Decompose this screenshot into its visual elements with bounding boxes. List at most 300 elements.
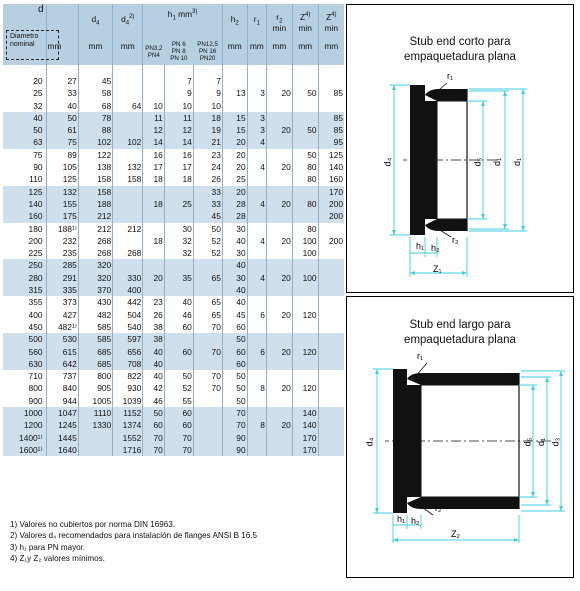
table-cell: 9: [164, 87, 193, 99]
unit-d: mm: [46, 41, 78, 65]
table-cell: [143, 186, 165, 198]
nominal-diameter-label: Diametro nominal: [6, 30, 59, 60]
header-nominal: d: [3, 4, 46, 41]
table-cell: 1330: [78, 419, 112, 431]
table-cell: 250: [3, 259, 46, 271]
table-cell: 14: [143, 136, 165, 148]
table-body: [3, 65, 344, 456]
table-cell: 315: [3, 284, 46, 296]
table-cell: 10: [143, 100, 165, 112]
table-cell: 330: [113, 272, 143, 284]
table-cell: 24: [193, 161, 222, 173]
table-row: [3, 136, 344, 148]
table-row: [3, 309, 344, 321]
table-cell: 132: [46, 186, 78, 198]
table-cell: [318, 272, 344, 284]
table-cell: [193, 419, 222, 431]
table-row: [3, 198, 344, 210]
table-cell: 10: [193, 100, 222, 112]
table-cell: 1374: [113, 419, 143, 431]
table-cell: [292, 395, 318, 407]
table-cell: 60: [164, 321, 193, 333]
footnotes: [10, 519, 340, 565]
table-cell: 52: [193, 235, 222, 247]
table-cell: [164, 333, 193, 345]
table-cell: 52: [193, 247, 222, 259]
table-cell: 232: [46, 235, 78, 247]
table-cell: [247, 333, 266, 345]
table-cell: 60: [143, 419, 165, 431]
table-cell: 158: [78, 173, 112, 185]
table-cell: [318, 75, 344, 87]
table-cell: [318, 382, 344, 394]
table-cell: 656: [113, 346, 143, 358]
table-cell: [266, 210, 292, 222]
table-cell: 1047: [46, 407, 78, 419]
table-cell: 65: [193, 272, 222, 284]
header-r2: $r_2$ min: [266, 4, 292, 41]
long-collar-top: [407, 373, 519, 385]
table-cell: 1039: [113, 395, 143, 407]
table-cell: 70: [222, 407, 247, 419]
table-cell: 18: [193, 112, 222, 124]
table-cell: [266, 173, 292, 185]
pn-low: PN3,2 PN4: [143, 41, 165, 65]
table-cell: [292, 136, 318, 148]
table-cell: 125: [46, 173, 78, 185]
table-cell: 16: [143, 149, 165, 161]
table-cell: [318, 309, 344, 321]
table-cell: 18: [143, 235, 165, 247]
table-cell: [193, 284, 222, 296]
table-cell: [113, 210, 143, 222]
table-cell: 132: [113, 161, 143, 173]
table-cell: [292, 284, 318, 296]
table-cell: 212: [113, 223, 143, 235]
table-cell: 60: [222, 321, 247, 333]
table-cell: 320: [78, 259, 112, 271]
table-cell: [143, 75, 165, 87]
table-cell: [247, 100, 266, 112]
table-cell: 70: [193, 370, 222, 382]
table-cell: 1716: [113, 444, 143, 456]
table-cell: [292, 259, 318, 271]
table-cell: 70: [193, 346, 222, 358]
table-cell: 20: [266, 235, 292, 247]
table-cell: 710: [3, 370, 46, 382]
table-cell: 1200: [3, 419, 46, 431]
long-label-r1: r₁: [417, 351, 424, 361]
table-row: [3, 382, 344, 394]
table-cell: 20: [266, 309, 292, 321]
table-cell: 16: [164, 149, 193, 161]
panel2-title-line2: empaquetadura plana: [404, 334, 516, 346]
table-cell: 944: [46, 395, 78, 407]
table-cell: 120: [292, 346, 318, 358]
table-cell: 90: [3, 161, 46, 173]
table-cell: 1152: [113, 407, 143, 419]
dimensions-table: [3, 4, 344, 456]
table-cell: [247, 259, 266, 271]
table-cell: 70: [143, 444, 165, 456]
table-cell: 50: [222, 395, 247, 407]
table-row: [3, 407, 344, 419]
long-label-d3: d₃: [550, 437, 561, 447]
table-cell: 20: [266, 161, 292, 173]
table-cell: 65: [193, 309, 222, 321]
table-row: [3, 358, 344, 370]
table-cell: 530: [46, 333, 78, 345]
table-cell: [222, 100, 247, 112]
table-row: [3, 210, 344, 222]
table-cell: 160: [318, 173, 344, 185]
table-cell: 28: [222, 210, 247, 222]
table-cell: 32: [3, 100, 46, 112]
table-row: [3, 432, 344, 444]
table-row: [3, 186, 344, 198]
table-cell: 50: [3, 124, 46, 136]
table-cell: [193, 358, 222, 370]
table-cell: 597: [113, 333, 143, 345]
table-cell: 46: [143, 395, 165, 407]
table-cell: [318, 321, 344, 333]
long-collar-bottom: [407, 497, 519, 509]
table-cell: 15: [222, 112, 247, 124]
table-cell: 33: [46, 87, 78, 99]
short-collar-bottom: [425, 219, 467, 231]
table-cell: [266, 432, 292, 444]
table-cell: 80: [292, 161, 318, 173]
table-cell: 200: [318, 210, 344, 222]
footnote-4: 4) Z₁y Z₂ valores mínimos.: [10, 554, 105, 564]
table-cell: 102: [78, 136, 112, 148]
table-cell: 18: [164, 173, 193, 185]
table-cell: [266, 100, 292, 112]
table-cell: [266, 247, 292, 259]
table-cell: 175: [46, 210, 78, 222]
table-cell: 110: [3, 173, 46, 185]
table-cell: 160: [3, 210, 46, 222]
table-cell: 450: [3, 321, 46, 333]
table-cell: 500: [3, 333, 46, 345]
table-cell: 138: [78, 161, 112, 173]
table-row: [3, 223, 344, 235]
long-label-d1: d₁: [536, 437, 547, 447]
table-cell: [247, 186, 266, 198]
table-cell: 1005: [78, 395, 112, 407]
table-cell: 38: [143, 321, 165, 333]
table-cell: [143, 284, 165, 296]
short-label-d4: d₄: [382, 157, 393, 167]
table-row: [3, 321, 344, 333]
table-cell: [164, 210, 193, 222]
table-cell: 4: [247, 198, 266, 210]
table-cell: 125: [3, 186, 46, 198]
table-cell: 20: [266, 87, 292, 99]
table-cell: [164, 259, 193, 271]
table-cell: 3: [247, 112, 266, 124]
table-row: [3, 259, 344, 271]
table-cell: 20: [222, 186, 247, 198]
table-cell: [247, 432, 266, 444]
table-row: [3, 100, 344, 112]
table-cell: 120: [292, 382, 318, 394]
table-cell: 140: [3, 198, 46, 210]
table-cell: 14: [164, 136, 193, 148]
unit-d4-flange: mm: [113, 41, 143, 65]
table-cell: 400: [113, 284, 143, 296]
table-cell: 40: [164, 296, 193, 308]
header-z2: $Z^{4)}$ min: [318, 4, 344, 41]
table-row: [3, 235, 344, 247]
table-cell: 708: [113, 358, 143, 370]
table-cell: 4: [247, 272, 266, 284]
table-cell: 20: [266, 346, 292, 358]
table-cell: [193, 259, 222, 271]
table-cell: [113, 87, 143, 99]
table-cell: 45: [78, 75, 112, 87]
table-cell: 685: [78, 346, 112, 358]
table-cell: [247, 370, 266, 382]
table-cell: 8: [247, 382, 266, 394]
table-cell: 355: [3, 296, 46, 308]
table-cell: [318, 247, 344, 259]
table-cell: 18: [143, 198, 165, 210]
table-cell: 1400¹⁾: [3, 432, 46, 444]
unit-r2: mm: [266, 41, 292, 65]
table-cell: 1552: [113, 432, 143, 444]
table-cell: 8: [247, 419, 266, 431]
table-cell: [318, 223, 344, 235]
table-cell: [266, 370, 292, 382]
table-row: [3, 87, 344, 99]
footnote-1: 1) Valores no cubiertos por norma DIN 16963.: [10, 520, 175, 529]
table-cell: [266, 321, 292, 333]
table-cell: 55: [164, 395, 193, 407]
table-cell: 50: [222, 382, 247, 394]
table-cell: 40: [3, 112, 46, 124]
table-cell: 1110: [78, 407, 112, 419]
header-d4: $d_4$: [78, 4, 112, 41]
table-cell: 800: [3, 382, 46, 394]
table-cell: 280: [3, 272, 46, 284]
table-cell: [266, 395, 292, 407]
table-cell: [318, 100, 344, 112]
table-cell: 58: [78, 87, 112, 99]
long-label-r2: r₂: [435, 503, 442, 513]
table-cell: 27: [46, 75, 78, 87]
table-cell: 15: [222, 124, 247, 136]
table-cell: [318, 432, 344, 444]
table-cell: 28: [222, 198, 247, 210]
table-cell: 30: [222, 272, 247, 284]
table-cell: [318, 407, 344, 419]
table-cell: 30: [222, 223, 247, 235]
table-cell: [247, 173, 266, 185]
table-cell: 200: [318, 198, 344, 210]
table-cell: 33: [193, 186, 222, 198]
table-cell: 88: [78, 124, 112, 136]
table-cell: [292, 370, 318, 382]
table-cell: [143, 223, 165, 235]
table-cell: 13: [222, 87, 247, 99]
table-cell: 930: [113, 382, 143, 394]
table-cell: [247, 247, 266, 259]
short-collar-top: [425, 89, 467, 101]
panel1-title-line2: empaquetadura plana: [404, 51, 516, 63]
table-cell: [247, 75, 266, 87]
table-cell: 26: [143, 309, 165, 321]
table-cell: 158: [113, 173, 143, 185]
table-cell: 20: [266, 198, 292, 210]
short-label-r1: r₁: [447, 71, 454, 81]
table-cell: 1245: [46, 419, 78, 431]
table-cell: 90: [222, 432, 247, 444]
long-label-h1: h₁: [397, 514, 406, 524]
table-cell: [292, 100, 318, 112]
table-cell: [143, 210, 165, 222]
table-cell: [193, 395, 222, 407]
table-cell: [247, 444, 266, 456]
pn-mid: PN 6 PN 8 PN 10: [164, 41, 193, 65]
table-cell: [266, 358, 292, 370]
table-cell: 50: [292, 87, 318, 99]
table-cell: 40: [143, 358, 165, 370]
table-cell: 268: [78, 247, 112, 259]
table-cell: [318, 259, 344, 271]
table-cell: 85: [318, 87, 344, 99]
table-cell: 737: [46, 370, 78, 382]
table-cell: 400: [3, 309, 46, 321]
table-cell: 11: [164, 112, 193, 124]
table-row: [3, 75, 344, 87]
table-cell: [266, 444, 292, 456]
table-cell: 822: [113, 370, 143, 382]
table-cell: 50: [46, 112, 78, 124]
table-cell: 30: [164, 223, 193, 235]
table-cell: 100: [292, 235, 318, 247]
table-cell: 50: [143, 407, 165, 419]
table-cell: 25: [164, 198, 193, 210]
table-cell: 7: [164, 75, 193, 87]
unit-z2: mm: [318, 41, 344, 65]
table-cell: [113, 112, 143, 124]
long-label-d4: d₄: [364, 437, 375, 447]
table-cell: 212: [78, 223, 112, 235]
header-h2: $h_2$: [222, 4, 247, 41]
table-cell: [193, 444, 222, 456]
table-cell: 268: [78, 235, 112, 247]
table-cell: 140: [292, 419, 318, 431]
unit-d4: mm: [78, 41, 112, 65]
table-cell: 68: [78, 100, 112, 112]
table-cell: [247, 284, 266, 296]
table-cell: 6: [247, 346, 266, 358]
table-cell: [318, 444, 344, 456]
table-cell: 4: [247, 235, 266, 247]
table-cell: [266, 333, 292, 345]
stub-end-short-panel: [346, 4, 574, 293]
table-cell: [247, 210, 266, 222]
table-cell: [318, 333, 344, 345]
short-label-d1: d₁: [492, 157, 503, 167]
table-row: [3, 284, 344, 296]
short-label-d3: d₁: [512, 157, 523, 167]
table-cell: 12: [143, 124, 165, 136]
table-cell: 65: [193, 296, 222, 308]
table-cell: [113, 75, 143, 87]
table-cell: [292, 186, 318, 198]
panel1-title-line1: Stub end corto para: [409, 36, 511, 48]
table-cell: 26: [193, 173, 222, 185]
table-cell: 70: [193, 321, 222, 333]
table-cell: 80: [292, 173, 318, 185]
table-cell: 20: [266, 382, 292, 394]
table-cell: 20: [143, 272, 165, 284]
long-label-z2: Z₂: [451, 529, 460, 539]
unit-r1: mm: [247, 41, 266, 65]
table-row: [3, 124, 344, 136]
table-cell: [247, 407, 266, 419]
table-cell: 61: [46, 124, 78, 136]
table-cell: 630: [3, 358, 46, 370]
table-cell: 50: [222, 333, 247, 345]
table-cell: 7: [193, 75, 222, 87]
table-cell: 335: [46, 284, 78, 296]
table-cell: 9: [193, 87, 222, 99]
table-cell: 70: [193, 382, 222, 394]
pn-high: PN12,5 PN 16 PN20: [193, 41, 222, 65]
table-cell: 45: [193, 210, 222, 222]
table-cell: 20: [3, 75, 46, 87]
table-cell: 200: [3, 235, 46, 247]
table-cell: 60: [164, 419, 193, 431]
table-cell: [292, 321, 318, 333]
table-cell: 3: [247, 87, 266, 99]
table-cell: 235: [46, 247, 78, 259]
table-cell: [164, 358, 193, 370]
table-cell: 23: [143, 296, 165, 308]
table-cell: 1600¹⁾: [3, 444, 46, 456]
stub-end-short-drawing: [347, 5, 573, 292]
table-cell: 373: [46, 296, 78, 308]
table-cell: 60: [164, 346, 193, 358]
table-cell: 3: [247, 124, 266, 136]
table-cell: [292, 358, 318, 370]
short-label-z1: Z₁: [433, 264, 442, 274]
table-cell: 23: [193, 149, 222, 161]
table-cell: [164, 284, 193, 296]
table-cell: 85: [318, 124, 344, 136]
table-cell: 30: [222, 247, 247, 259]
table-cell: 40: [222, 259, 247, 271]
table-row: [3, 272, 344, 284]
table-cell: [113, 149, 143, 161]
table-cell: [266, 296, 292, 308]
table-cell: 64: [113, 100, 143, 112]
short-label-r2: r₂: [452, 235, 459, 245]
table-cell: [266, 407, 292, 419]
short-label-d5: d₅: [472, 157, 483, 167]
table-row: [3, 444, 344, 456]
table-cell: 63: [3, 136, 46, 148]
table-cell: 140: [318, 161, 344, 173]
panel2-title-line1: Stub end largo para: [409, 319, 511, 331]
table-cell: [292, 75, 318, 87]
table-cell: 170: [292, 432, 318, 444]
table-cell: 70: [143, 432, 165, 444]
table-cell: 140: [292, 407, 318, 419]
